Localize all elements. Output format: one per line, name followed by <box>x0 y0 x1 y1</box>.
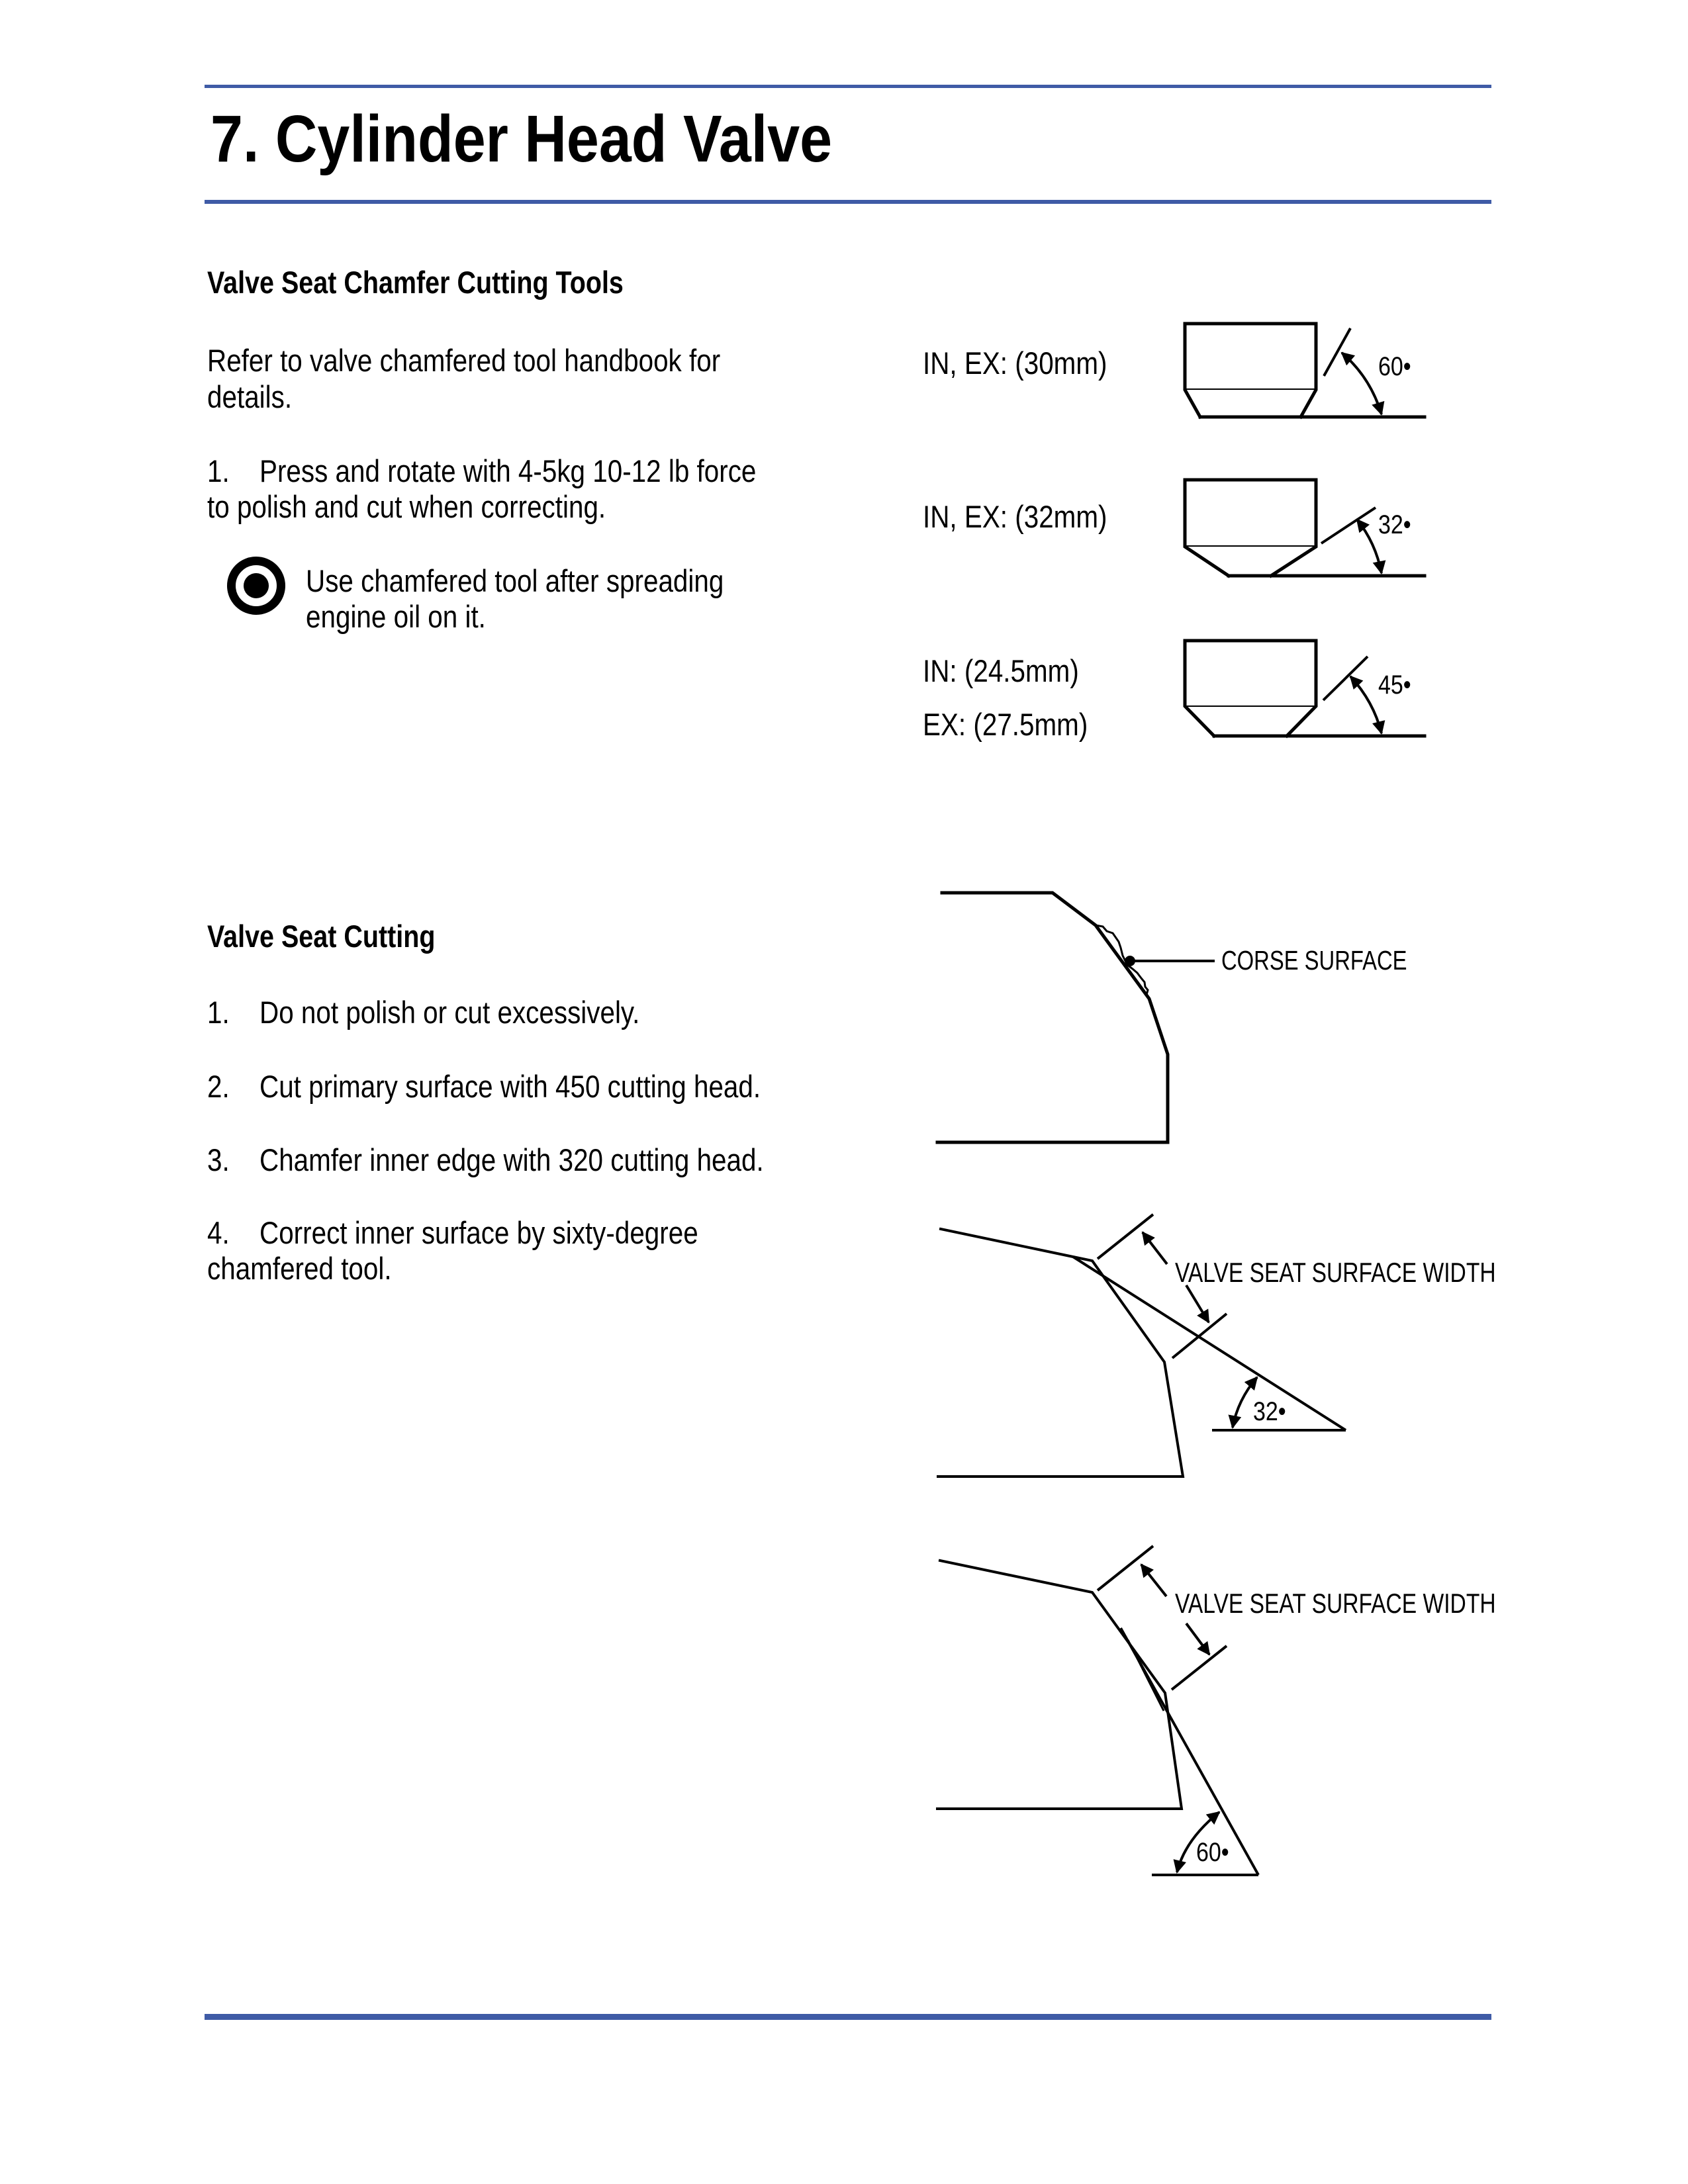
corse-surface-diagram <box>937 893 1407 1142</box>
step1-number: 1. <box>207 453 230 488</box>
cutting-step-1-number: 1. <box>207 995 230 1030</box>
leader-dot <box>1125 956 1135 966</box>
page-title: 7. Cylinder Head Valve <box>211 102 833 176</box>
tool-body <box>1185 324 1316 417</box>
angle-reference-line <box>1323 657 1368 700</box>
cut-line-60 <box>1121 1628 1258 1875</box>
corse-surface-label: CORSE SURFACE <box>1221 944 1407 976</box>
section-heading-chamfer-tools: Valve Seat Chamfer Cutting Tools <box>207 265 624 300</box>
width-tick-2 <box>1172 1646 1227 1690</box>
seat-angle-label-32: 32• <box>1253 1396 1286 1426</box>
cut-line-inner <box>1128 1640 1164 1711</box>
angle-arc-arrow <box>1177 1812 1219 1872</box>
tool-3-size-label-in: IN: (24.5mm) <box>923 653 1079 688</box>
angle-arc-arrow <box>1342 353 1382 414</box>
header-top-rule <box>205 85 1491 88</box>
cutting-step-2-text: Cut primary surface with 450 cutting head. <box>259 1069 761 1104</box>
angle-reference-line <box>1324 328 1350 376</box>
width-tick-1 <box>1098 1546 1153 1590</box>
angle-reference-line <box>1321 508 1376 543</box>
width-arrow-1 <box>1143 1232 1167 1264</box>
seat-profile <box>938 1229 1183 1477</box>
chamfer-tool-45-diagram <box>1185 641 1425 736</box>
cutting-step-2-number: 2. <box>207 1069 230 1104</box>
width-arrow-2 <box>1186 1285 1209 1322</box>
seat-angle-label-60: 60• <box>1196 1837 1229 1867</box>
width-arrow-2 <box>1186 1623 1209 1655</box>
width-tick-1 <box>1098 1214 1153 1259</box>
intro-text-line-1: Refer to valve chamfered tool handbook for <box>207 343 721 378</box>
tool-1-size-label: IN, EX: (30mm) <box>923 345 1107 381</box>
note-text-line-1: Use chamfered tool after spreading <box>306 563 724 598</box>
intro-text-line-2: details. <box>207 379 293 414</box>
seat-width-32-diagram <box>938 1214 1496 1477</box>
width-tick-2 <box>1172 1314 1227 1358</box>
chamfer-tool-60-diagram <box>1185 324 1425 417</box>
cutting-step-1-text: Do not polish or cut excessively. <box>259 995 640 1030</box>
cutting-step-3-number: 3. <box>207 1142 230 1177</box>
cutting-step-4-text-line-1: Correct inner surface by sixty-degree <box>259 1215 698 1250</box>
tool-body <box>1185 480 1316 576</box>
seat-profile <box>937 893 1168 1142</box>
seat-width-60-diagram <box>937 1546 1496 1875</box>
cut-line-32 <box>1073 1257 1346 1430</box>
width-arrow-1 <box>1141 1565 1166 1596</box>
tool-3-angle-label: 45• <box>1378 669 1411 700</box>
angle-arc-arrow <box>1357 520 1382 573</box>
step1-text-line-2: to polish and cut when correcting. <box>207 489 606 524</box>
tool-body <box>1185 641 1316 736</box>
seat-width-label-2: VALVE SEAT SURFACE WIDTH <box>1175 1588 1496 1619</box>
header-bottom-rule <box>205 200 1491 204</box>
tool-2-angle-label: 32• <box>1378 509 1411 539</box>
seat-profile <box>937 1561 1182 1809</box>
cutting-step-4-number: 4. <box>207 1215 230 1250</box>
angle-arc-arrow <box>1350 676 1382 733</box>
seat-width-label-1: VALVE SEAT SURFACE WIDTH <box>1175 1257 1496 1289</box>
angle-arc-arrow <box>1233 1377 1257 1428</box>
cutting-step-4-text-line-2: chamfered tool. <box>207 1251 392 1286</box>
step1-text-line-1: Press and rotate with 4-5kg 10-12 lb force <box>259 453 757 488</box>
cutting-step-3-text: Chamfer inner edge with 320 cutting head. <box>259 1142 764 1177</box>
target-bullet-icon <box>226 555 287 616</box>
section-heading-seat-cutting: Valve Seat Cutting <box>207 919 436 954</box>
tool-3-size-label-ex: EX: (27.5mm) <box>923 707 1088 742</box>
note-text-line-2: engine oil on it. <box>306 599 486 634</box>
tool-2-size-label: IN, EX: (32mm) <box>923 499 1107 534</box>
chamfer-tool-32-diagram <box>1185 480 1425 576</box>
tool-1-angle-label: 60• <box>1378 351 1411 381</box>
footer-rule <box>205 2014 1491 2020</box>
rough-surface-outline <box>1096 925 1149 999</box>
